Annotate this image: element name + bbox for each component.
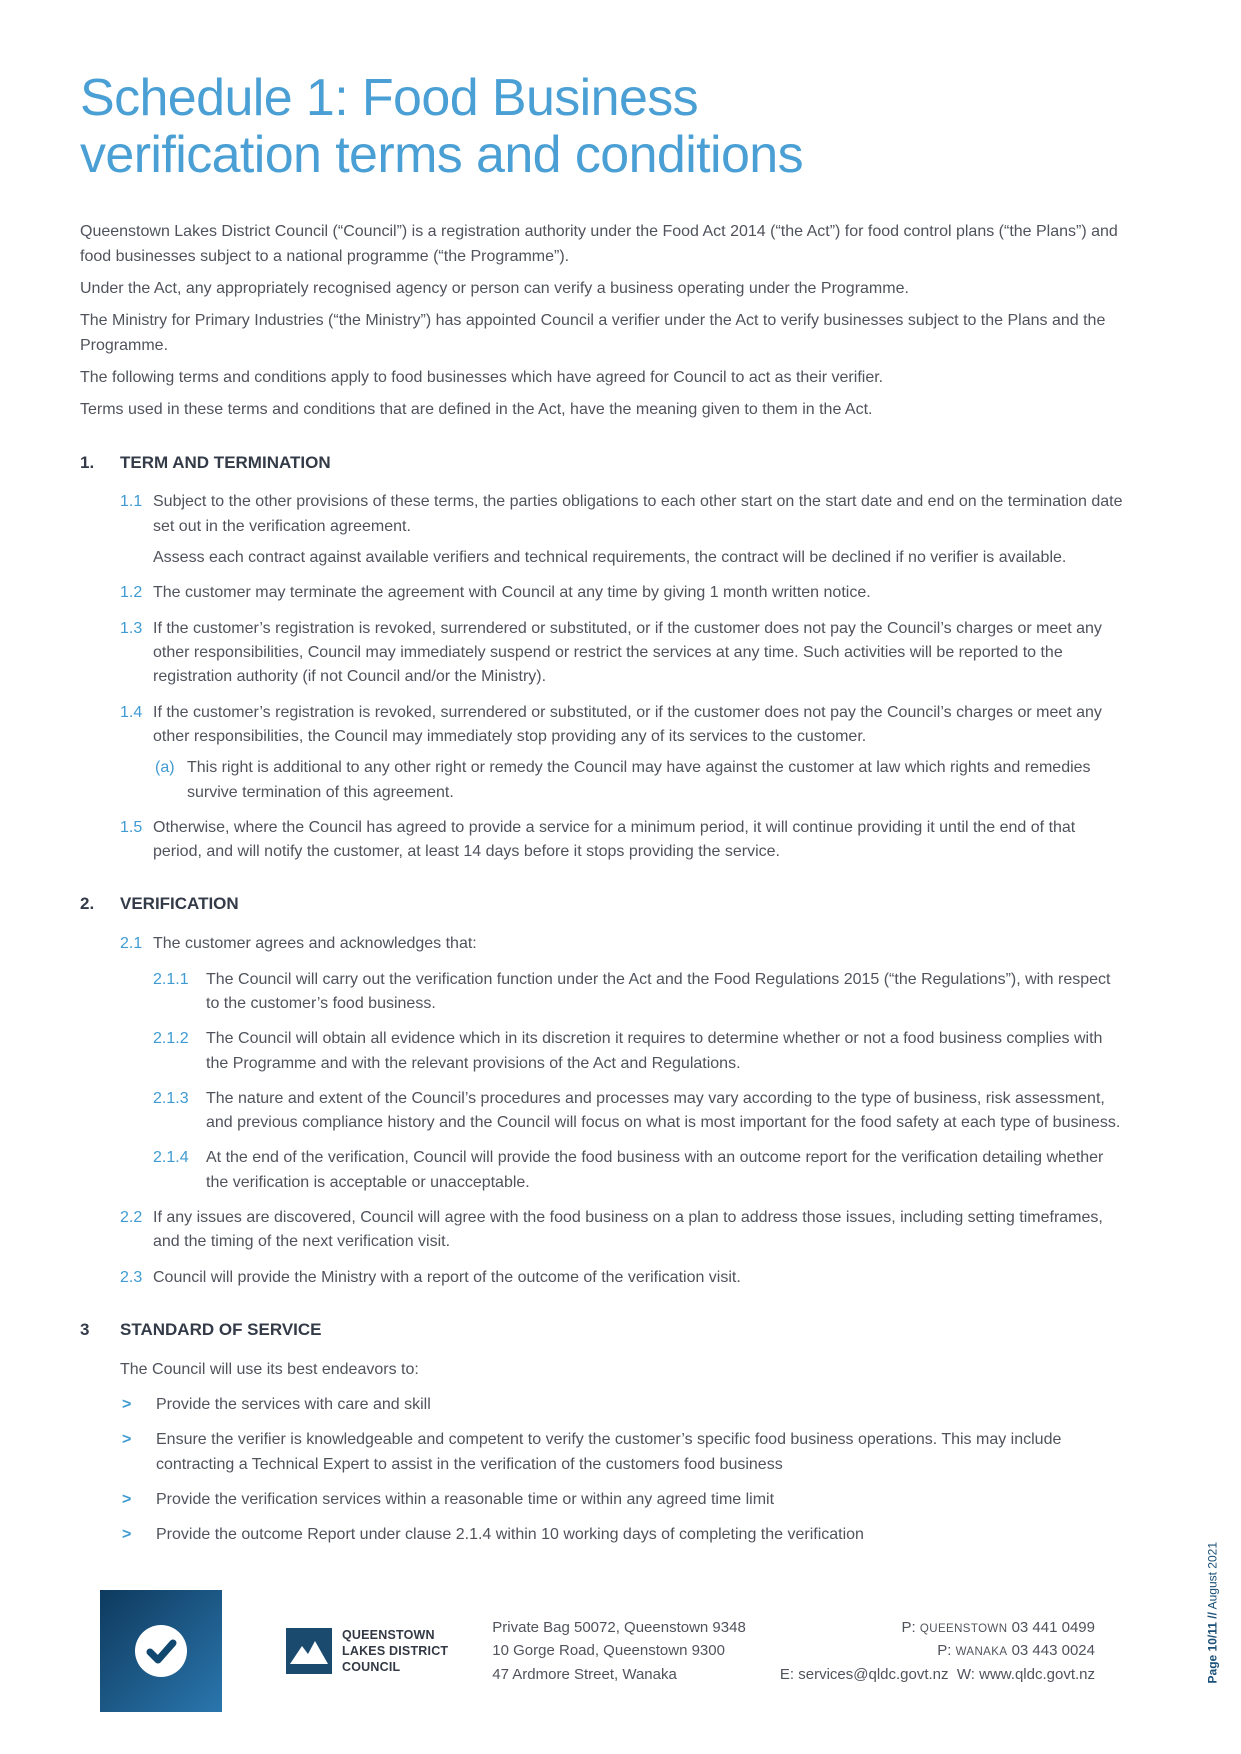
clause-number: 2.1.2: [153, 1030, 189, 1048]
clause-text: Subject to the other provisions of these terms, the parties obligations to each other start on the start date and end on the termination date set out in the verification agreement.: [153, 493, 1123, 535]
qldc-logo: [286, 1627, 448, 1675]
bullet-text: Provide the services with care and skill: [156, 1396, 431, 1414]
contact-block: [780, 1616, 1095, 1686]
mountain-icon: [286, 1628, 332, 1674]
section-items: [120, 490, 1128, 864]
phone-number: 03 443 0024: [1011, 1642, 1095, 1660]
bullet-text: Provide the verification services within a reasonable time or within any agreed time limit: [156, 1491, 775, 1509]
chevron-bullet-icon: >: [122, 1431, 132, 1449]
bullet-item: [120, 1393, 1128, 1417]
clause-2-1-1: [153, 968, 1128, 1017]
clause-number: 2.1.1: [153, 970, 189, 988]
clause-body: [153, 701, 1128, 805]
chevron-bullet-icon: >: [122, 1526, 132, 1544]
clause-2-2: [120, 1206, 1128, 1255]
clause-1-4: [120, 701, 1128, 805]
clause-2-1-3: [153, 1087, 1128, 1136]
clause-2-1-4: [153, 1146, 1128, 1195]
email-label: E:: [779, 1665, 795, 1683]
clause-body: [153, 932, 1128, 1195]
phone-wanaka: [780, 1639, 1095, 1662]
intro-paragraph: Queenstown Lakes District Council (“Council”) is a registration authority under the Food Act 2014 (“the Act”) for food control plans (“the Plans”) and food businesses subject to a national programme (“the Programme”).: [80, 223, 1118, 265]
section-number: 1.: [80, 452, 95, 472]
clause-text: The Council will carry out the verification function under the Act and the Food Regulations 2015 (“the Regulations”), with respect to the customer’s food business.: [206, 970, 1111, 1012]
clause-text: The Council will obtain all evidence which in its discretion it requires to determine whether or not a food business complies with the Programme and with the relevant provisions of the Act and Regulations.: [206, 1030, 1103, 1072]
clause-number: 2.2: [120, 1209, 143, 1227]
web-label: W:: [956, 1665, 975, 1683]
intro-paragraph: Under the Act, any appropriately recognised agency or person can verify a business operating under the Programme.: [80, 280, 909, 297]
bullet-item: [120, 1428, 1128, 1477]
clause-text: Council will provide the Ministry with a report of the outcome of the verification visit.: [153, 1268, 741, 1286]
section-verification: [80, 891, 1128, 1290]
intro-paragraph: The Ministry for Primary Industries (“the Ministry”) has appointed Council a verifier under the Act to verify businesses subject to the Plans and the Programme.: [80, 312, 1106, 354]
clause-number: 2.1.4: [153, 1149, 189, 1167]
phone-label: P:: [937, 1642, 952, 1660]
phone-queenstown: [780, 1616, 1095, 1639]
page-date: August 2021: [1205, 1542, 1219, 1610]
clause-number: 1.4: [120, 703, 143, 721]
clause-text: This right is additional to any other right or remedy the Council may have against the customer at law which rights and remedies survive termination of this agreement.: [187, 759, 1091, 801]
section-title: STANDARD OF SERVICE: [120, 1320, 322, 1340]
section-title: VERIFICATION: [120, 894, 239, 914]
qldc-logo-text: [342, 1627, 448, 1675]
chevron-bullet-icon: >: [122, 1396, 132, 1414]
clause-body: [153, 1206, 1128, 1255]
phone-place: QUEENSTOWN: [919, 1623, 1008, 1636]
page-marker: [1205, 1542, 1219, 1683]
title-line-2: verification terms and conditions: [80, 126, 804, 185]
clause-1-2: [120, 581, 1128, 605]
clause-text: At the end of the verification, Council will provide the food business with an outcome report for the verification detailing whether the verification is acceptable or unacceptable.: [206, 1149, 1104, 1191]
section-number: 2.: [80, 894, 95, 914]
clause-number: 1.5: [120, 818, 143, 836]
intro-paragraph: Terms used in these terms and conditions that are defined in the Act, have the meaning given to them in the Act.: [80, 401, 873, 419]
clause-number: 1.2: [120, 584, 143, 602]
section-title: TERM AND TERMINATION: [120, 452, 331, 472]
section-lead-text: The Council will use its best endeavors to:: [120, 1360, 419, 1378]
title-line-1: Schedule 1: Food Business: [80, 69, 699, 127]
clause-text: The nature and extent of the Council’s procedures and processes may vary according to the type of business, risk assessment, and previous compliance history and the Council will focus on what is most important for the food safety at each type of business.: [206, 1089, 1121, 1132]
clause-text: If the customer’s registration is revoked, surrendered or substituted, or if the customer does not pay the Council’s charges or meet any other responsibilities, the Council may immediately stop providing any of its services to the customer.: [153, 703, 1102, 745]
address-line: 47 Ardmore Street, Wanaka: [492, 1665, 677, 1683]
clause-1-1: [120, 490, 1128, 570]
clause-text: The customer agrees and acknowledges that:: [153, 935, 477, 953]
section-heading: [80, 450, 1128, 476]
bullet-text: Provide the outcome Report under clause 2.1.4 within 10 working days of completing the verification: [156, 1526, 864, 1544]
clause-number: 2.1: [120, 935, 143, 953]
section-items: [120, 1358, 1128, 1548]
clause-1-4-a: [153, 756, 1128, 805]
address-line: 10 Gorge Road, Queenstown 9300: [492, 1642, 725, 1660]
chevron-bullet-icon: >: [122, 1491, 132, 1509]
clause-number: 2.3: [120, 1268, 143, 1286]
intro-paragraph: The following terms and conditions apply to food businesses which have agreed for Council to act as their verifier.: [80, 368, 884, 386]
clause-text: Assess each contract against available verifiers and technical requirements, the contract will be declined if no verifier is available.: [153, 549, 1067, 567]
clause-number: 1.3: [120, 619, 143, 637]
clause-body: [153, 617, 1128, 690]
clause-text: If the customer’s registration is revoked, surrendered or substituted, or if the customer does not pay the Council’s charges or meet any other responsibilities, Council may immediately suspend or restrict the services at any time. Such activities will be reported to the registration authority (if not Council and/or the Ministry).: [153, 619, 1102, 686]
phone-place: WANAKA: [955, 1646, 1008, 1659]
email-web-line: [780, 1663, 1095, 1686]
clause-1-5: [120, 816, 1128, 865]
clause-1-3: [120, 617, 1128, 690]
clause-letter: (a): [155, 759, 175, 777]
clause-body: [153, 581, 1128, 605]
bullet-item: [120, 1523, 1128, 1547]
clause-text: The customer may terminate the agreement with Council at any time by giving 1 month written notice.: [153, 584, 871, 602]
check-badge: [100, 1590, 222, 1712]
clause-2-1: [120, 932, 1128, 1195]
phone-number: 03 441 0499: [1011, 1619, 1095, 1637]
qldc-logo-line: COUNCIL: [342, 1660, 401, 1674]
clause-body: [153, 816, 1128, 865]
clause-2-1-2: [153, 1027, 1128, 1076]
intro-block: [80, 220, 1128, 422]
page-number: Page 10/11 //: [1205, 1612, 1219, 1684]
email-address: services@qldc.govt.nz: [798, 1665, 949, 1683]
web-address: www.qldc.govt.nz: [979, 1665, 1095, 1683]
qldc-logo-line: QUEENSTOWN: [342, 1628, 435, 1642]
section-heading: [80, 1317, 1128, 1343]
bullet-text: Ensure the verifier is knowledgeable and competent to verify the customer’s specific food business operations. This may include contracting a Technical Expert to assist in the verification of the customers food business: [156, 1431, 1062, 1473]
bullet-item: [120, 1488, 1128, 1512]
address-line: Private Bag 50072, Queenstown 9348: [492, 1619, 746, 1637]
footer: [100, 1590, 1095, 1712]
address-block: [492, 1616, 746, 1686]
clause-number: 1.1: [120, 493, 143, 511]
section-standard-of-service: [80, 1317, 1128, 1548]
section-term-and-termination: [80, 450, 1128, 865]
checkmark-icon: [128, 1618, 194, 1684]
clause-text: If any issues are discovered, Council will agree with the food business on a plan to address those issues, including setting timeframes, and the timing of the next verification visit.: [153, 1209, 1103, 1251]
clause-text: Otherwise, where the Council has agreed to provide a service for a minimum period, it will continue providing it until the end of that period, and will notify the customer, at least 14 days before it stops providing the service.: [153, 818, 1076, 861]
phone-label: P:: [901, 1619, 916, 1637]
page-title: [80, 70, 1128, 184]
clause-body: [153, 490, 1128, 570]
section-items: [120, 932, 1128, 1290]
clause-body: [153, 1266, 1128, 1290]
clause-number: 2.1.3: [153, 1089, 189, 1107]
section-heading: [80, 891, 1128, 917]
qldc-logo-line: LAKES DISTRICT: [342, 1644, 449, 1658]
section-number: 3: [80, 1320, 90, 1340]
clause-2-3: [120, 1266, 1128, 1290]
